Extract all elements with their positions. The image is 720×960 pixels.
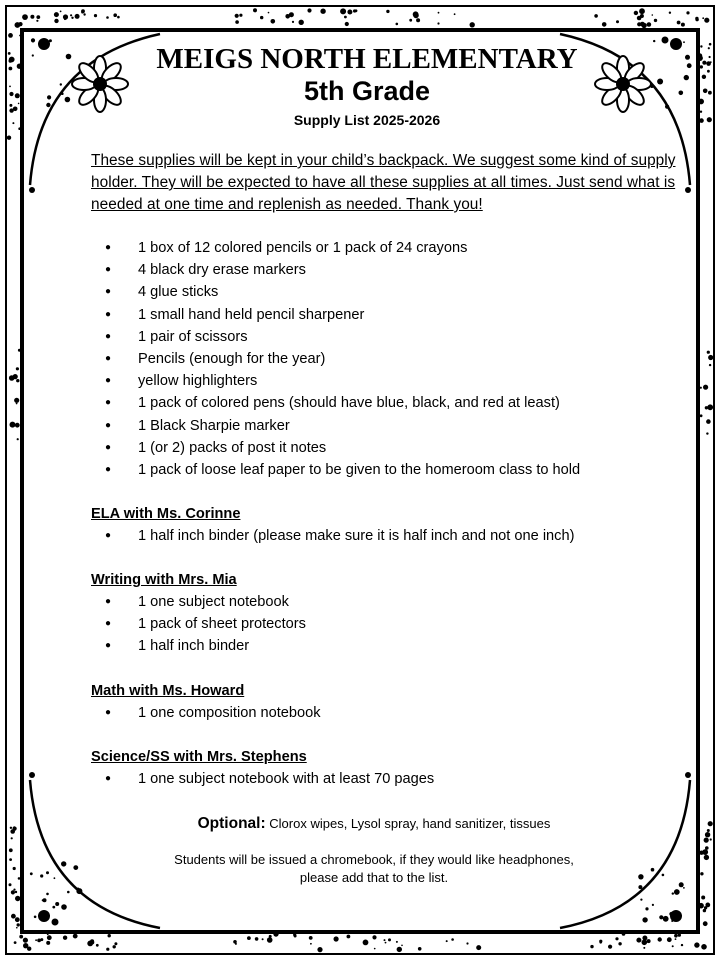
list-item: ● 1 pack of colored pens (should have blue, black, and red at least): [91, 392, 691, 414]
section-title-ela: ELA with Ms. Corinne: [91, 506, 241, 522]
chromebook-note: [14, 851, 720, 887]
section-title-writing: Writing with Mrs. Mia: [91, 572, 237, 588]
list-item: ● 1 half inch binder: [91, 635, 691, 657]
math-supply-list: [91, 702, 691, 724]
section-title-science: Science/SS with Mrs. Stephens: [91, 749, 307, 765]
list-item: ● 1 small hand held pencil sharpener: [91, 304, 691, 326]
note-line-2: please add that to the list.: [299, 870, 449, 885]
list-item: ● 1 pack of loose leaf paper to be given to the homeroom class to hold: [91, 459, 691, 481]
list-item: ● 1 one subject notebook with at least 70 pages: [91, 768, 691, 790]
list-item: ● 1 (or 2) packs of post it notes: [91, 437, 691, 459]
optional-text: Clorox wipes, Lysol spray, hand sanitizer, tissues: [269, 816, 551, 831]
page-header: [0, 42, 720, 129]
list-item: ● 4 black dry erase markers: [91, 259, 691, 281]
note-line-1: Students will be issued a chromebook, if they would like headphones,: [174, 852, 574, 867]
list-item: ● 1 one subject notebook: [91, 591, 691, 613]
science-supply-list: [91, 768, 691, 790]
list-item: ● 1 pair of scissors: [91, 326, 691, 348]
list-item: ● 1 box of 12 colored pencils or 1 pack of 24 crayons: [91, 237, 691, 259]
list-item: ● 1 Black Sharpie marker: [91, 415, 691, 437]
intro-paragraph: These supplies will be kept in your child’s backpack. We suggest some kind of supply holder. They will be expected to have all these supplies at all times. Just send what is needed at one time and replenish as needed. Thank you!: [91, 152, 676, 213]
writing-supply-list: [91, 591, 691, 658]
section-title-math: Math with Ms. Howard: [91, 683, 245, 699]
list-item: ● yellow highlighters: [91, 370, 691, 392]
ela-supply-list: [91, 525, 691, 547]
list-item: ● Pencils (enough for the year): [91, 348, 691, 370]
grade-title: 5th Grade: [303, 76, 431, 106]
list-item: ● 1 half inch binder (please make sure it is half inch and not one inch): [91, 525, 691, 547]
list-item: ● 1 one composition notebook: [91, 702, 691, 724]
optional-line: [14, 814, 720, 834]
school-name: MEIGS NORTH ELEMENTARY: [156, 43, 578, 75]
list-item: ● 4 glue sticks: [91, 281, 691, 303]
optional-label: Optional:: [197, 815, 266, 832]
general-supply-list: [91, 237, 691, 481]
supply-list-year: Supply List 2025-2026: [293, 112, 441, 128]
list-item: ● 1 pack of sheet protectors: [91, 613, 691, 635]
